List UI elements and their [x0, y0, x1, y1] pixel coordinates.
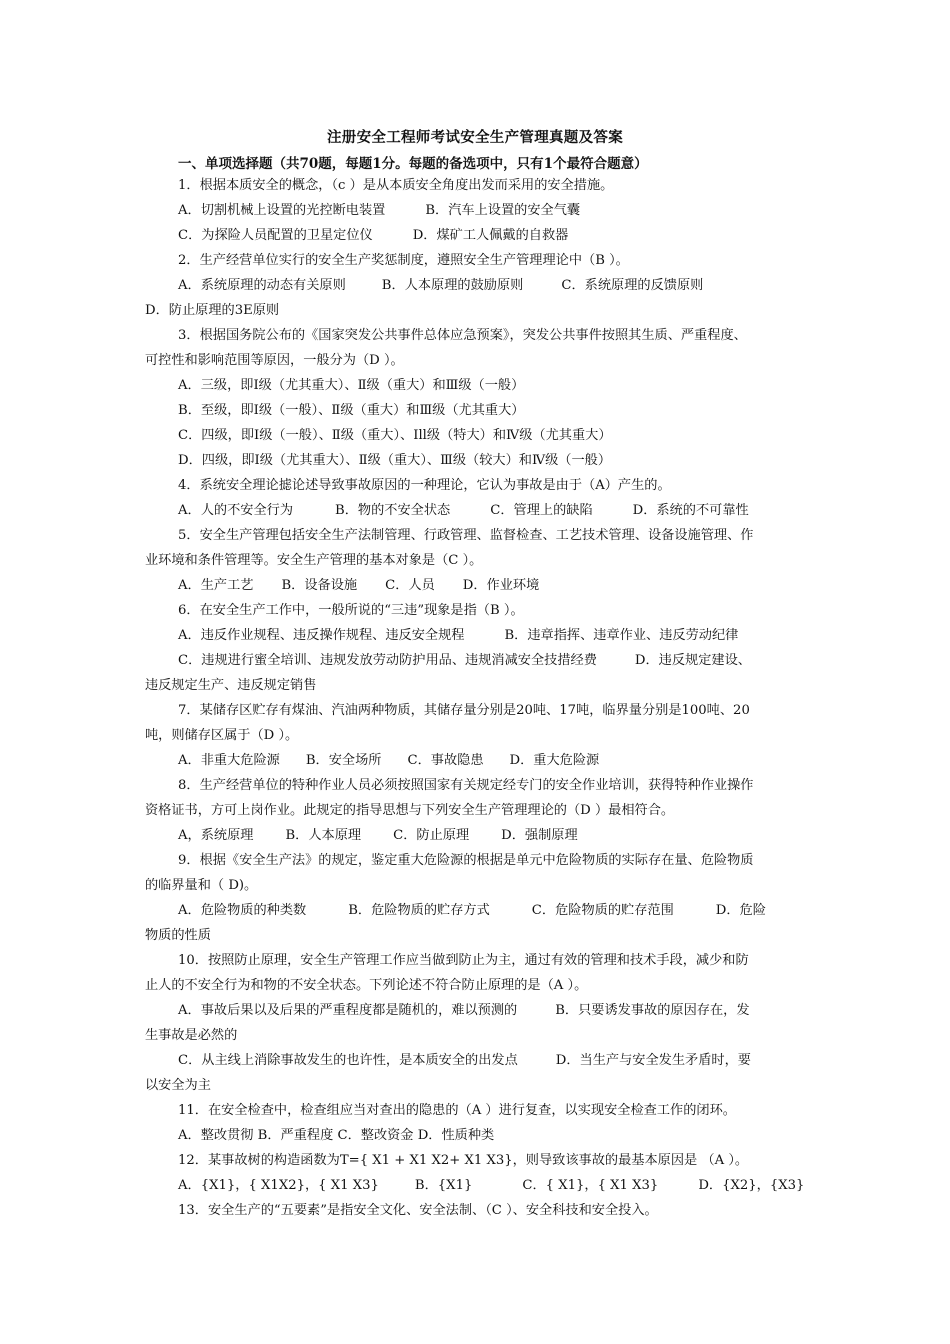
question-12-options [178, 1177, 804, 1195]
question-3-option-b: B．至级，即Ⅰ级（一般）、Ⅱ级（重大）和Ⅲ级（尤其重大） [178, 403, 525, 418]
option-c: C．为探险人员配置的卫星定位仪 [178, 228, 373, 243]
option-c: C．{ X1}，{ X1 X3} [522, 1178, 659, 1193]
option-a: A，系统原理 [178, 828, 254, 843]
option-b: B．只要诱发事故的原因存在，发 [555, 1003, 750, 1018]
section-heading: 一、单项选择题（共70题，每题1分。每题的备选项中，只有1个最符合题意） [178, 156, 648, 172]
question-6-option-d-continued: 违反规定生产、违反规定销售 [145, 678, 317, 693]
option-b: B．人本原理 [285, 828, 362, 843]
question-10-option-d-continued: 以安全为主 [145, 1078, 211, 1093]
option-c: C．人员 [385, 578, 435, 593]
question-8-stem-line-2: 资格证书，方可上岗作业。此规定的指导思想与下列安全生产管理理论的（D ）最相符合。 [145, 803, 675, 818]
option-b: B．设备设施 [281, 578, 358, 593]
question-3-stem-line-1: 3．根据国务院公布的《国家突发公共事件总体应急预案》，突发公共事件按照其生质、严重程度、 [178, 328, 747, 343]
question-10-options-row-2 [178, 1052, 751, 1070]
option-b: B．物的不安全状态 [335, 503, 451, 518]
question-10-stem-line-2: 止人的不安全行为和物的不安全状态。下列论述不符合防止原理的是（A ）。 [145, 978, 588, 993]
option-d: D．煤矿工人佩戴的自救器 [412, 228, 569, 243]
option-b: B．安全场所 [305, 753, 382, 768]
option-a: A．违反作业规程、违反操作规程、违反安全规程 [178, 628, 465, 643]
option-c: C．从主线上消除事故发生的也许性，是本质安全的出发点 [178, 1053, 518, 1068]
option-b: B．违章指挥、违章作业、违反劳动纪律 [504, 628, 739, 643]
option-a: A．非重大危险源 [178, 753, 280, 768]
question-11-options: A．整改贯彻 B．严重程度 C．整改资金 D．性质种类 [178, 1128, 495, 1143]
option-d: D．当生产与安全发生矛盾时，要 [555, 1053, 751, 1068]
question-4-stem: 4．系统安全理论摅论述导致事故原因的一种理论，它认为事故是由于（A）产生的。 [178, 478, 671, 493]
option-a: A．人的不安全行为 [178, 503, 294, 518]
question-6-stem: 6．在安全生产工作中，一般所说的“三违”现象是指（B ）。 [178, 603, 524, 618]
question-2-option-d: D．防止原理的3E原则 [145, 303, 280, 318]
option-a: A．生产工艺 [178, 578, 254, 593]
option-c: C．事故隐患 [407, 753, 484, 768]
option-a: A．系统原理的动态有关原则 [178, 278, 346, 293]
document-title: 注册安全工程师考试安全生产管理真题及答案 [327, 129, 623, 146]
option-a: A．切割机械上设置的光控断电装置 [178, 203, 386, 218]
question-6-options-row-1 [178, 627, 738, 645]
option-d: D．系统的不可靠性 [632, 503, 749, 518]
option-c: C．系统原理的反馈原则 [561, 278, 704, 293]
question-6-options-row-2 [178, 652, 751, 670]
question-9-stem-line-1: 9．根据《安全生产法》的规定，鉴定重大危险源的根据是单元中危险物质的实际存在量、危险物质 [178, 853, 754, 868]
option-b: B．{X1} [414, 1178, 473, 1193]
question-9-options [178, 902, 766, 920]
question-9-option-d-continued: 物质的性质 [145, 928, 211, 943]
question-3-option-c: C．四级，即Ⅰ级（一般）、Ⅱ级（重大）、Ill级（特大）和Ⅳ级（尤其重大） [178, 428, 612, 443]
question-10-option-b-continued: 生事故是必然的 [145, 1028, 238, 1043]
question-2-options [178, 277, 703, 295]
option-d: D．重大危险源 [509, 753, 600, 768]
option-b: B．危险物质的贮存方式 [348, 903, 490, 918]
question-7-stem-line-1: 7．某储存区贮存有煤油、汽油两种物质，其储存量分别是20吨、17吨，临界量分别是100吨、20 [178, 703, 750, 718]
question-1-stem: 1．根据本质安全的概念，（c ）是从本质安全角度出发而采用的安全措施。 [178, 178, 614, 193]
option-a: A．危险物质的种类数 [178, 903, 307, 918]
question-10-stem-line-1: 10．按照防止原理，安全生产管理工作应当做到防止为主，通过有效的管理和技术手段，减少和防 [178, 953, 749, 968]
question-9-stem-line-2: 的临界量和（ D)。 [145, 878, 258, 893]
question-5-stem-line-2: 业环境和条件管理等。安全生产管理的基本对象是（C ）。 [145, 553, 483, 568]
option-c: C．防止原理 [393, 828, 470, 843]
option-c: C．管理上的缺陷 [490, 503, 593, 518]
option-a: A．事故后果以及后果的严重程度都是随机的，难以预测的 [178, 1003, 518, 1018]
question-4-options [178, 502, 749, 520]
option-d: D．违反规定建设、 [634, 653, 751, 668]
question-5-options [178, 577, 539, 595]
question-7-stem-line-2: 吨，则储存区属于（D ）。 [145, 728, 299, 743]
option-a: A．{X1}，{ X1X2}，{ X1 X3} [178, 1178, 379, 1193]
question-3-option-a: A．三级，即Ⅰ级（尤其重大）、Ⅱ级（重大）和Ⅲ级（一般） [178, 378, 525, 393]
question-12-stem: 12．某事故树的构造函数为T={ X1 + X1 X2+ X1 X3}，则导致该事故的最基本原因是 （A ）。 [178, 1153, 749, 1168]
question-3-stem-line-2: 可控性和影响范围等原因，一般分为（D ）。 [145, 353, 404, 368]
question-1-options-row-2 [178, 227, 568, 245]
question-7-options [178, 752, 599, 770]
option-b: B．汽车上设置的安全气囊 [425, 203, 581, 218]
question-3-option-d: D．四级，即Ⅰ级（尤其重大）、Ⅱ级（重大）、Ⅲ级（较大）和Ⅳ级（一般） [178, 453, 612, 468]
option-d: D．作业环境 [462, 578, 540, 593]
question-5-stem-line-1: 5．安全生产管理包括安全生产法制管理、行政管理、监督检查、工艺技术管理、设备设施管理、作 [178, 528, 754, 543]
question-8-options [178, 827, 578, 845]
option-d: D．{X2}，{X3} [698, 1178, 805, 1193]
question-13-stem: 13．安全生产的“五要素”是指安全文化、安全法制、（C ）、安全科技和安全投入。 [178, 1203, 658, 1218]
option-d: D．强制原理 [501, 828, 578, 843]
question-2-stem: 2．生产经营单位实行的安全生产奖惩制度，遵照安全生产管理理论中（B ）。 [178, 253, 629, 268]
question-1-options-row-1 [178, 202, 580, 220]
option-c: C．危险物质的贮存范围 [531, 903, 674, 918]
option-d: D．危险 [715, 903, 766, 918]
option-b: B．人本原理的鼓励原则 [381, 278, 524, 293]
question-10-options-row-1 [178, 1002, 750, 1020]
option-c: C．违规进行蜜全培训、违规发放劳动防护用品、违规消减安全技措经费 [178, 653, 597, 668]
question-8-stem-line-1: 8．生产经营单位的特种作业人员必须按照国家有关规定经专门的安全作业培训，获得特种作业操作 [178, 778, 754, 793]
question-11-stem: 11．在安全检查中，检查组应当对查出的隐患的（A ）进行复查，以实现安全检查工作的闭环。 [178, 1103, 736, 1118]
